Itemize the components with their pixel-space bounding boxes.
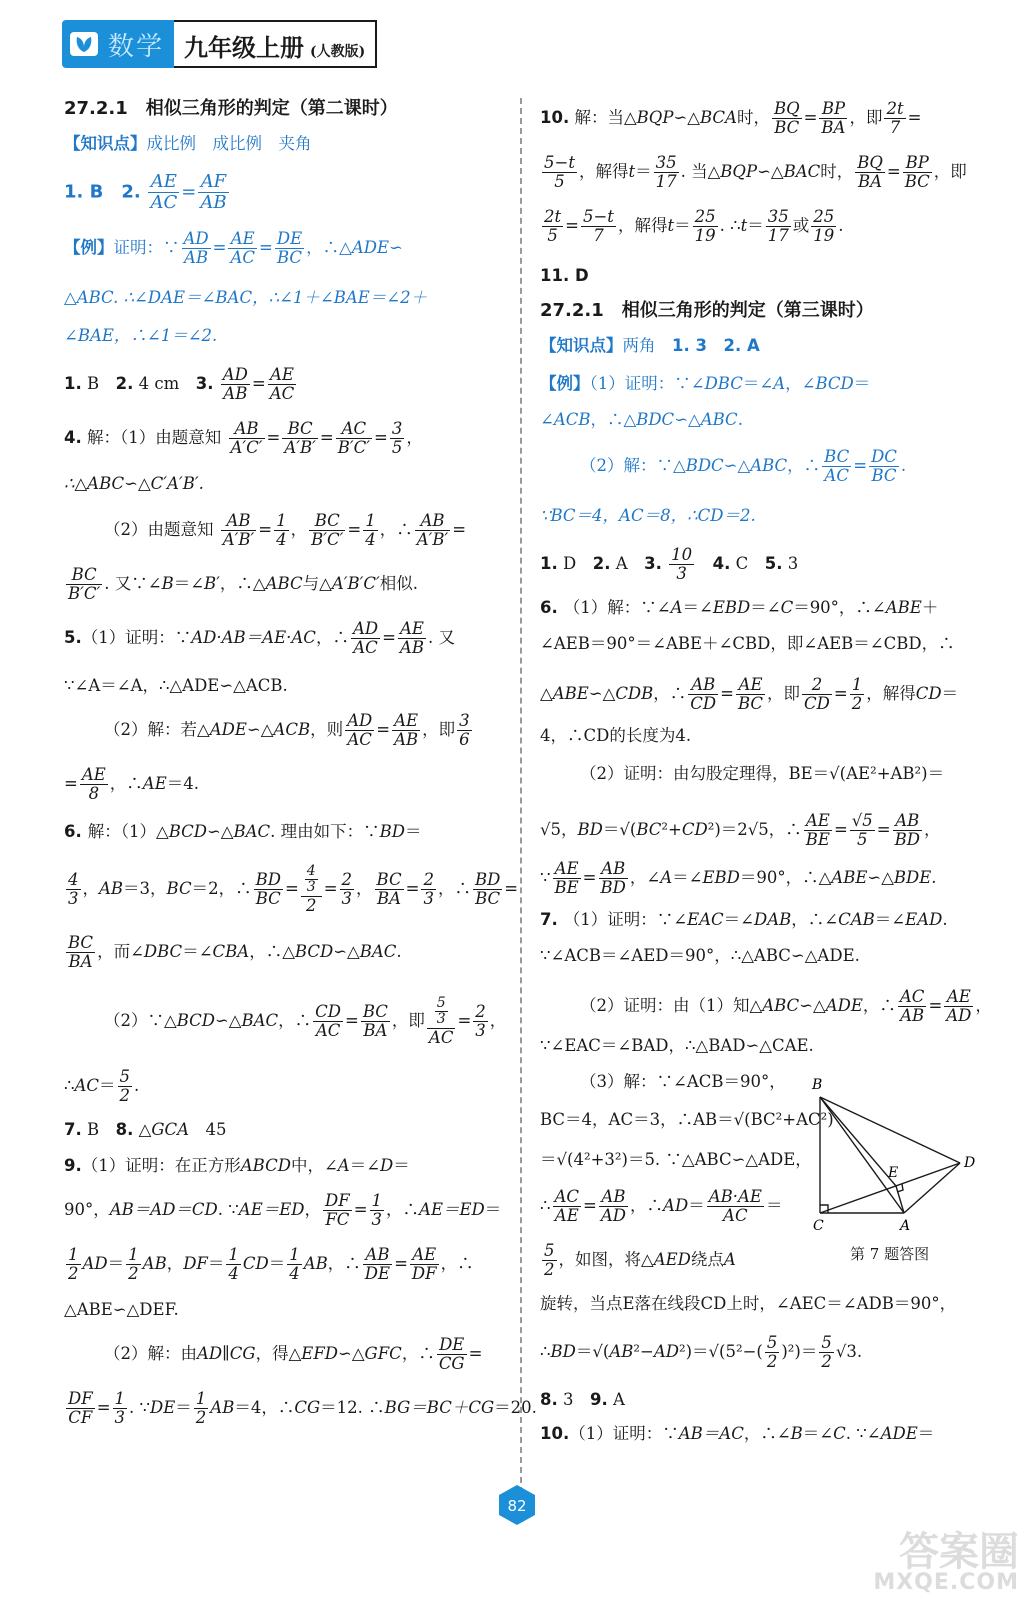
grade-label: 九年级上册 [184,33,304,62]
subject-label: 数学 [108,31,165,62]
answer-line: ∵ $\frac{AE}{BE}$ = $\frac{AB}{BD}$ ，∠A＝∠EBD＝90°，∴△ABE∽△BDE. [540,859,937,898]
answer-line: ∴△ABC∽△C′A′B′. [64,474,204,493]
answer-line: 10. 解：当△BQP∽△BCA时， $\frac{BQ}{BC}$ = $\frac{BP}{BA}$ ，即 $\frac{2t}{7}$ = [540,99,922,138]
answer-line: 1. B 2. $\frac{AE}{AC}$ = $\frac{AF}{AB}$ [64,171,227,213]
answer-line: 1. B 2. 4 cm 3. $\frac{AD}{AB}$ = $\frac{AE}{AC}$ [64,365,295,404]
answer-line: ∴BD＝√(AB²−AD²)＝√(5²−( $\frac{5}{2}$ )²)＝ $\frac{5}{2}$ √3. [540,1333,863,1372]
answer-line: $\frac{4}{3}$ ，AB＝3，BC＝2，∴ $\frac{BD}{BC}$ = $\frac{\frac{4}{3}}{2}$ = $\frac{2}{3}$ ， $\frac{BC}{BA}$ = $\frac{2}{3}$ ，∴ $\frac{BD}{BC}$ = [68,863,519,915]
leaf-svg [74,35,94,53]
watermark-url: MXQE.COM [873,1570,1019,1595]
page-number-badge [495,1483,539,1527]
answer-line: ∠AEB＝90°＝∠ABE＋∠CBD，即∠AEB＝∠CBD，∴ [540,634,955,653]
answer-line: 4. 解：（1）由题意知 $\frac{AB}{A'C'}$ = $\frac{BC}{A'B'}$ = $\frac{AC}{B'C'}$ = $\frac{3}{5}$ ， [64,419,423,458]
answer-line: $\frac{BC}{BA}$ ，而∠DBC＝∠CBA，∴△BCD∽△BAC. [68,933,402,972]
knowledge-points: 【知识点】成比例 成比例 夹角 [64,134,312,153]
point-label-c: C [813,1218,824,1234]
answer-line: ∴AC＝ $\frac{5}{2}$ . [64,1067,140,1106]
answer-line: 6. （1）解：∵∠A＝∠EBD＝∠C＝90°，∴∠ABE＋ [540,598,939,617]
point-label-a: A [900,1218,911,1234]
answer-line: $\frac{2t}{5}$ = $\frac{5-t}{7}$ ，解得t＝ $\frac{25}{19}$ . ∴t＝ $\frac{35}{17}$ 或 $\frac{25}{19}$ . [544,207,844,246]
hexagon-badge [495,1483,539,1527]
example-proof-line: ∠ACB，∴△BDC∽△ABC. [540,410,743,429]
answer-line: （2）由题意知 $\frac{AB}{A'B'}$ = $\frac{1}{4}$ ， $\frac{BC}{B'C'}$ = $\frac{1}{4}$ ，∴ $\frac{AB}{A'B'}$ = [104,511,467,550]
answer-line: （2）解：由AD∥CG，得△EFD∽△GFC，∴ $\frac{DE}{CG}$ = [104,1335,483,1374]
answer-line: ∵∠ACB＝∠AED＝90°，∴△ABC∽△ADE. [540,946,860,965]
answer-line: △ABE∽△DEF. [64,1300,179,1319]
figure-caption: 第 7 题答图 [850,1245,930,1263]
answer-line: BC＝4，AC＝3，∴AB＝√(BC²+AC²) [540,1110,834,1129]
answer-line: ∴ $\frac{AC}{AE}$ = $\frac{AB}{AD}$ ，∴AD＝ $\frac{AB\cdot AE}{AC}$ ＝ [540,1187,783,1226]
knowledge-points: 【知识点】两角 1. 3 2. A [540,336,760,355]
example-proof-line: （2）解：∵△BDC∽△ABC，∴ $\frac{BC}{AC}$ = $\frac{DC}{BC}$ . [580,447,907,486]
watermark [873,1529,1019,1595]
section-title: 27.2.1 相似三角形的判定（第三课时） [540,300,874,321]
answer-line: $\frac{BC}{B'C'}$ . 又∵∠B＝∠B′，∴△ABC与△A′B′C′相似. [68,565,418,604]
answer-line: 旋转，当点E落在线段CD上时，∠AEC＝∠ADB＝90°， [540,1294,957,1313]
answer-line: （2）解：若△ADE∽△ACB，则 $\frac{AD}{AC}$ = $\frac{AE}{AB}$ ，即 $\frac{3}{6}$ [104,711,470,750]
example-proof-line: ∠BAE，∴∠1＝∠2. [64,326,218,345]
leaf-icon [70,32,98,56]
answer-line: 7. （1）证明：∵∠EAC＝∠DAB，∴∠CAB＝∠EAD. [540,910,948,929]
answer-line: 11. D [540,266,589,285]
point-label-e: E [888,1165,899,1181]
triangle-diagram [810,1075,990,1240]
book-title-box [174,20,377,68]
answer-line: √5，BD＝√(BC²+CD²)＝2√5，∴ $\frac{AE}{BE}$ = $\frac{√5}{5}$ = $\frac{AB}{BD}$ ， [540,811,941,850]
answer-line: $\frac{DF}{CF}$ = $\frac{1}{3}$ . ∵DE＝ $\frac{1}{2}$ AB＝4，∴CG＝12. ∴BG＝BC＋CG＝20. [68,1389,537,1428]
answer-line: $\frac{5-t}{5}$ ，解得t＝ $\frac{35}{17}$ . 当△BQP∽△BAC时， $\frac{BQ}{BA}$ = $\frac{BP}{BC}$ ，即 [544,153,967,192]
answer-line: 7. B 8. △GCA 45 [64,1120,227,1139]
answer-line: $\frac{5}{2}$ ，如图，将△AED绕点A [544,1241,736,1280]
answer-line: ＝√(4²+3²)＝5. ∵△ABC∽△ADE， [540,1150,812,1169]
point-label-b: B [812,1077,823,1093]
example-proof-line: △ABC. ∴∠DAE＝∠BAC，∴∠1＋∠BAE＝∠2＋ [64,288,428,307]
header-banner [62,20,377,68]
geometry-figure [810,1075,990,1263]
answer-line: （2）证明：由（1）知△ABC∽△ADE，∴ $\frac{AC}{AB}$ = $\frac{AE}{AD}$ ， [580,987,992,1026]
column-divider [520,98,522,1493]
watermark-logo-text: 答案圈 [899,1529,1019,1575]
answer-line: 1. D 2. A 3. $\frac{10}{3}$ 4. C 5. 3 [540,545,799,584]
section-title: 27.2.1 相似三角形的判定（第二课时） [64,98,398,119]
example-proof-line: ∵BC＝4，AC＝8，∴CD＝2. [540,506,756,525]
edition-label: (人教版) [310,44,366,60]
answer-line: 8. 3 9. A [540,1390,625,1409]
page-number: 82 [507,1497,527,1515]
point-label-d: D [964,1155,976,1171]
example-proof-line: 【例】（1）证明：∵∠DBC＝∠A，∠BCD＝ [540,374,871,393]
subject-tag [62,20,174,68]
example-proof-line: 【例】证明：∵ $\frac{AD}{AB}$ = $\frac{AE}{AC}$ = $\frac{DE}{BC}$ ，∴△ADE∽ [64,229,403,268]
answer-line: （2）证明：由勾股定理得，BE＝√(AE²+AB²)＝ [580,764,945,783]
answer-line: △ABE∽△CDB，∴ $\frac{AB}{CD}$ = $\frac{AE}{BC}$ ，即 $\frac{2}{CD}$ = $\frac{1}{2}$ ，解得CD＝ [540,675,959,714]
answer-line: = $\frac{AE}{8}$ ，∴AE＝4. [64,765,200,804]
answer-line: 5.（1）证明：∵AD·AB＝AE·AC，∴ $\frac{AD}{AC}$ = $\frac{AE}{AB}$ . 又 [64,619,455,658]
answer-line: 9.（1）证明：在正方形ABCD中，∠A＝∠D＝ [64,1156,410,1175]
answer-line: $\frac{1}{2}$ AD＝ $\frac{1}{2}$ AB，DF＝ $\frac{1}{4}$ CD＝ $\frac{1}{4}$ AB，∴ $\frac{AB}{DE}$ = $\frac{AE}{DF}$ ，∴ [68,1245,474,1284]
answer-line: （3）解：∵∠ACB＝90°， [580,1072,786,1091]
answer-line: 10.（1）证明：∵AB＝AC，∴∠B＝∠C. ∵∠ADE＝ [540,1424,935,1443]
answer-line: （2）∵△BCD∽△BAC，∴ $\frac{CD}{AC}$ = $\frac{BC}{BA}$ ，即 $\frac{\frac{5}{3}}{AC}$ = $\frac{2}{3}$ ， [104,995,507,1047]
answer-line: ∵∠A＝∠A，∴△ADE∽△ACB. [64,676,288,695]
answer-line: 4，∴CD的长度为4. [540,726,692,745]
answer-line: 6. 解：（1）△BCD∽△BAC. 理由如下：∵BD＝ [64,822,422,841]
answer-line: ∵∠EAC＝∠BAD，∴△BAD∽△CAE. [540,1036,814,1055]
answer-line: 90°，AB＝AD＝CD. ∵AE＝ED， $\frac{DF}{FC}$ = $\frac{1}{3}$ ，∴AE＝ED＝ [64,1191,502,1230]
